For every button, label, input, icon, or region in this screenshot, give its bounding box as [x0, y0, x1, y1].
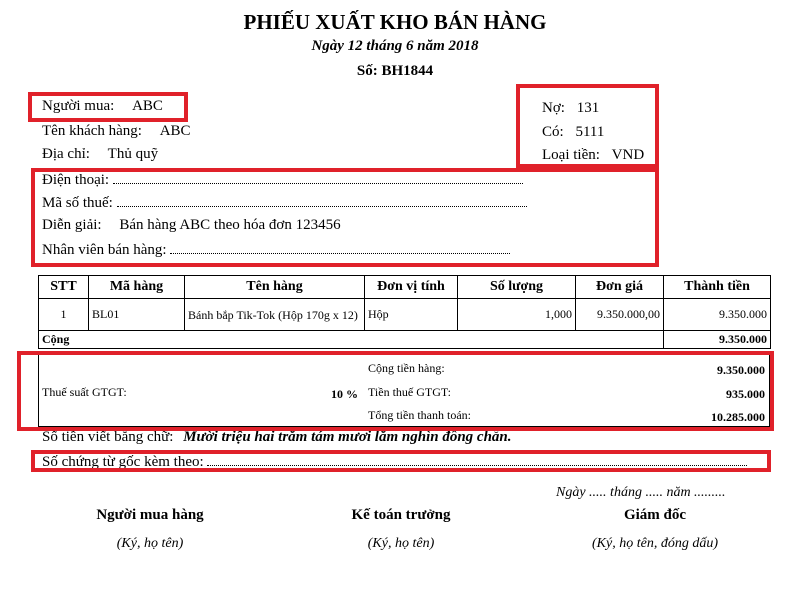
subtotal-label: Cộng tiền hàng: — [368, 361, 445, 375]
cell-qty: 1,000 — [458, 299, 576, 331]
col-header-code: Mã hàng — [89, 276, 185, 299]
signature-buyer-sub: (Ký, họ tên) — [116, 536, 184, 551]
signature-chief-accountant-sub: (Ký, họ tên) — [367, 536, 435, 551]
document-number — [0, 63, 790, 80]
credit-value: 5111 — [575, 124, 605, 140]
document-title: PHIẾU XUẤT KHO BÁN HÀNG — [243, 10, 547, 34]
signature-chief-accountant-title: Kế toán trưởng — [351, 507, 451, 523]
address-line — [42, 146, 158, 163]
document-number-value: BH1844 — [381, 63, 434, 79]
address-label: Địa chỉ: — [42, 146, 90, 162]
col-header-stt: STT — [39, 276, 89, 299]
signature-buyer-title: Người mua hàng — [96, 507, 204, 523]
buyer-label: Người mua: — [42, 98, 115, 114]
grand-total-label: Tổng tiền thanh toán: — [368, 408, 471, 422]
currency-label: Loại tiền: — [542, 147, 600, 163]
col-header-price: Đơn giá — [576, 276, 664, 299]
signature-chief-accountant — [311, 507, 491, 552]
cell-unit: Hộp — [365, 299, 458, 331]
total-value: 9.350.000 — [664, 331, 771, 349]
customer-line — [42, 123, 191, 140]
description-value: Bán hàng ABC theo hóa đơn 123456 — [119, 217, 341, 233]
document-number-label: Số: — [356, 63, 378, 79]
cell-amount: 9.350.000 — [664, 299, 771, 331]
signature-director-sub: (Ký, họ tên, đóng dấu) — [592, 536, 718, 551]
vat-rate-value: 10 % — [331, 387, 358, 401]
subtotal-value: 9.350.000 — [717, 363, 765, 377]
table-header-row — [39, 276, 771, 299]
cell-price: 9.350.000,00 — [576, 299, 664, 331]
cell-name: Bánh bắp Tik-Tok (Hộp 170g x 12) — [185, 299, 365, 331]
staff-label: Nhân viên bán hàng: — [42, 242, 167, 258]
description-label: Diễn giải: — [42, 217, 102, 233]
cell-stt: 1 — [39, 299, 89, 331]
currency-value: VND — [611, 147, 645, 163]
customer-label: Tên khách hàng: — [42, 123, 142, 139]
buyer-value: ABC — [132, 98, 163, 114]
vat-amount-label: Tiền thuế GTGT: — [368, 385, 451, 399]
vat-rate-label: Thuế suất GTGT: — [42, 385, 127, 399]
amount-in-words-line — [42, 429, 512, 446]
highlight-accounting — [516, 84, 659, 168]
highlight-buyer — [28, 92, 188, 122]
total-row — [39, 331, 771, 349]
address-value: Thủ quỹ — [107, 146, 159, 162]
col-header-name: Tên hàng — [185, 276, 365, 299]
amount-in-words-label: Số tiền viết bằng chữ: — [42, 429, 174, 445]
signature-director — [555, 507, 755, 552]
tax-code-label: Mã số thuế: — [42, 195, 113, 211]
highlight-attachments — [31, 450, 771, 472]
attachments-label: Số chứng từ gốc kèm theo: — [42, 454, 204, 470]
signature-buyer — [60, 507, 240, 552]
vat-amount-value: 935.000 — [726, 387, 765, 401]
items-table — [38, 275, 771, 349]
document-date: Ngày 12 tháng 6 năm 2018 — [311, 38, 479, 54]
total-label: Cộng — [39, 331, 664, 349]
col-header-amount: Thành tiền — [664, 276, 771, 299]
highlight-summary — [17, 351, 774, 431]
signature-director-title: Giám đốc — [623, 507, 687, 523]
amount-in-words-value: Mười triệu hai trăm tám mươi lăm nghìn đồng chẵn. — [183, 429, 512, 445]
cell-code: BL01 — [89, 299, 185, 331]
credit-label: Có: — [542, 124, 564, 140]
debit-value: 131 — [576, 100, 600, 116]
col-header-qty: Số lượng — [458, 276, 576, 299]
col-header-unit: Đơn vị tính — [365, 276, 458, 299]
grand-total-value: 10.285.000 — [711, 410, 765, 424]
debit-label: Nợ: — [542, 100, 565, 116]
signature-date-line: Ngày ..... tháng ..... năm ......... — [556, 485, 726, 500]
phone-label: Điện thoại: — [42, 172, 110, 188]
highlight-contact-info — [31, 168, 659, 267]
customer-value: ABC — [159, 123, 191, 139]
table-row — [39, 299, 771, 331]
